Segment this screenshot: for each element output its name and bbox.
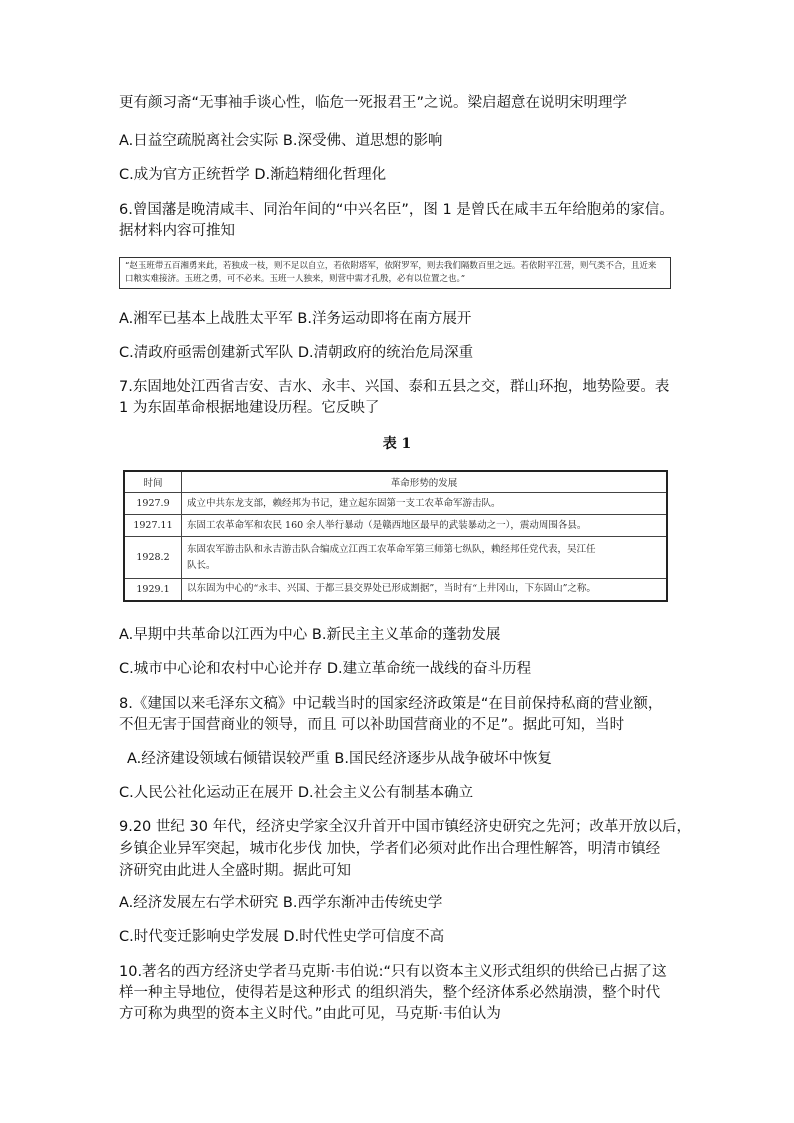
q6-quote-line1: “赵玉班带五百湘勇来此，若独成一枝，则不足以自立，若依附塔军，依附罗军，则去我们隔数百里之远。若依附平江营，则气类不合，且近来 [125, 261, 657, 271]
q9-stem-line1: 9.20 世纪 30 年代，经济史学家全汉升首开中国市镇经济史研究之先河；改革开放以后， [119, 819, 692, 835]
table-cell-date: 1929.1 [124, 579, 182, 601]
table-row [124, 579, 667, 601]
q6-options-cd: C.清政府亟需创建新式军队 D.清朝政府的统治危局深重 [119, 345, 474, 361]
q8-options-ab: A.经济建设领域右倾错误较严重 B.国民经济逐步从战争破坏中恢复 [127, 751, 552, 767]
q7-stem-line1: 7.东固地处江西省吉安、吉水、永丰、兴国、泰和五县之交，群山环抱，地势险要。表 [119, 379, 670, 395]
q6-stem-line1: 6.曾国藩是晚清咸丰、同治年间的“中兴名臣”，图 1 是曾氏在咸丰五年给胞弟的家信。 [119, 202, 674, 218]
q8-stem-line2: 不但无害于国营商业的领导，而且 可以补助国营商业的不足”。据此可知，当时 [119, 717, 625, 733]
q7-stem-line2: 1 为东固革命根据地建设历程。它反映了 [119, 400, 380, 416]
q8-stem-line1: 8.《建国以来毛泽东文稿》中记载当时的国家经济政策是“在目前保持私商的营业额， [119, 696, 663, 712]
q9-options-cd: C.时代变迁影响史学发展 D.时代性史学可信度不高 [119, 929, 445, 945]
table-cell-text: 成立中共东龙支部，赖经邦为书记，建立起东固第一支工农革命军游击队。 [182, 493, 668, 515]
q6-options-ab: A.湘军已基本上战胜太平军 B.洋务运动即将在南方展开 [119, 311, 472, 327]
table-cell-date: 1927.11 [124, 515, 182, 537]
table-row [124, 515, 667, 537]
revolution-timeline-table [123, 470, 668, 602]
q10-stem-line2: 样一种主导地位，使得若是这种形式 的组织消失，整个经济体系必然崩溃，整个时代 [119, 985, 661, 1001]
q10-stem-line1: 10.著名的西方经济史学者马克斯·韦伯说:“只有以资本主义形式组织的供给已占据了这 [119, 964, 667, 980]
table-cell-text-line: 队长。 [187, 559, 216, 571]
table-header-development: 革命形势的发展 [182, 471, 668, 493]
q5-options-cd: C.成为官方正统哲学 D.渐趋精细化哲理化 [119, 167, 387, 183]
q7-options-cd: C.城市中心论和农村中心论并存 D.建立革命统一战线的奋斗历程 [119, 661, 532, 677]
q9-stem-line3: 济研究由此进人全盛时期。据此可知 [119, 863, 351, 879]
q7-options-ab: A.早期中共革命以江西为中心 B.新民主主义革命的蓬勃发展 [119, 627, 501, 643]
table-cell-text-line: 东固农军游击队和永吉游击队合编成立江西工农革命军第三师第七纵队，赖经邦任党代表，吴江任 [187, 543, 596, 555]
table-title: 表 1 [382, 436, 412, 452]
q6-stem-line2: 据材料内容可推知 [119, 223, 235, 239]
table-row [124, 537, 667, 579]
q6-letter-quote-box [119, 257, 671, 289]
table-header-row [124, 471, 667, 493]
table-cell-text: 东固工农革命军和农民 160 余人举行暴动（是赣西地区最早的武装暴动之一），震动周围各县。 [182, 515, 668, 537]
q10-stem-line3: 方可称为典型的资本主义时代。”由此可见，马克斯·韦伯认为 [119, 1006, 501, 1022]
q5-options-ab: A.日益空疏脱离社会实际 B.深受佛、道思想的影响 [119, 133, 443, 149]
table-cell-date: 1927.9 [124, 493, 182, 515]
table-row [124, 493, 667, 515]
table-cell-date: 1928.2 [124, 537, 182, 579]
table-cell-text [182, 537, 668, 579]
table-header-date: 时间 [124, 471, 182, 493]
q6-quote-line2: 口粮实难接济。玉班之勇，可不必来。玉班一人独来，则营中需才孔殷，必有以位置之也。” [125, 274, 466, 284]
q5-stem-tail: 更有颜习斋“无事袖手谈心性，临危一死报君王”之说。梁启超意在说明宋明理学 [119, 95, 628, 111]
q9-stem-line2: 乡镇企业异军突起，城市化步伐 加快，学者们必须对此作出合理性解答，明清市镇经 [119, 841, 661, 857]
q8-options-cd: C.人民公社化运动正在展开 D.社会主义公有制基本确立 [119, 785, 474, 801]
q9-options-ab: A.经济发展左右学术研究 B.西学东渐冲击传统史学 [119, 895, 443, 911]
table-cell-text: 以东固为中心的“永丰、兴国、于都三县交界处已形成割据”，当时有“上井冈山，下东固山”之称。 [182, 579, 668, 601]
